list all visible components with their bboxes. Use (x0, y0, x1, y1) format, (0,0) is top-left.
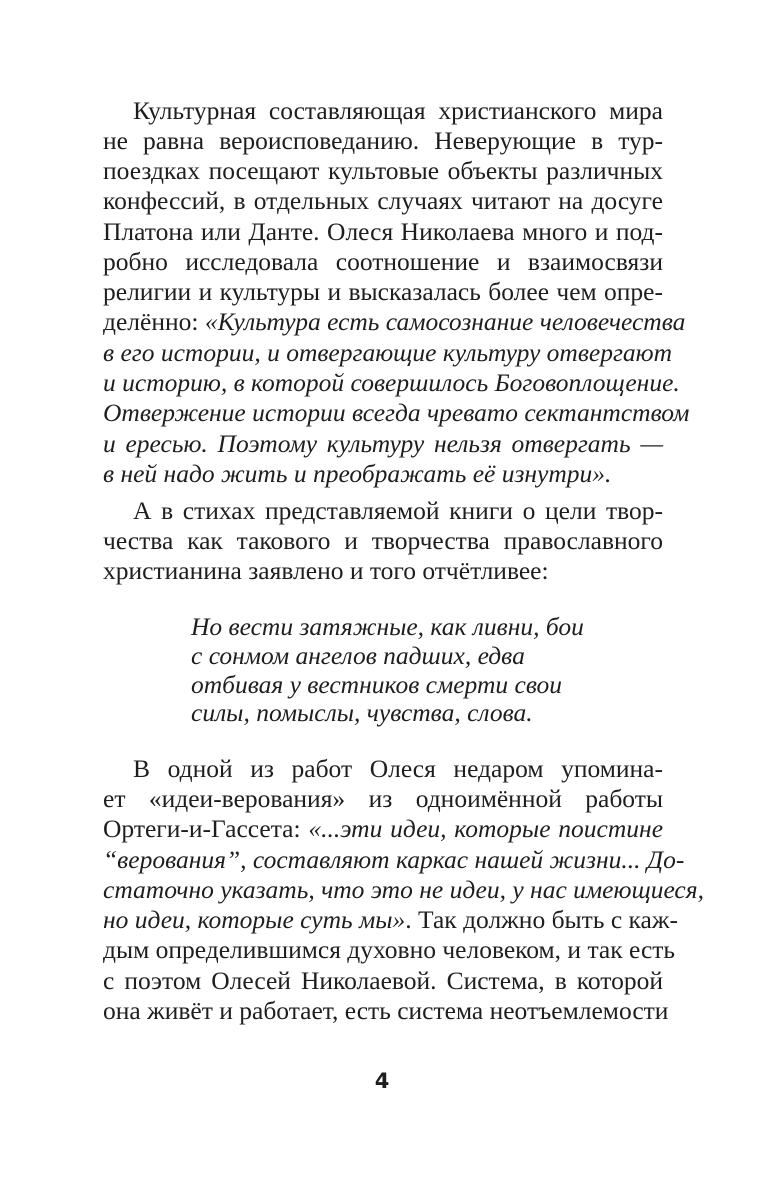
text-line (103, 905, 678, 935)
verse-line: силы, помыслы, чувства, слова. (191, 698, 533, 727)
quote-line: Отвержение истории всегда чревато сектантством (103, 398, 690, 427)
quote-text: «Культура есть самосознание человечества (204, 307, 686, 336)
quote-line: и ересью. Поэтому культуру нельзя отвергать — (103, 429, 663, 458)
verse-line: отбивая у вестников смерти свои (191, 670, 563, 699)
text-line: ет «идеи-верования» из одноимённой работы (103, 784, 663, 813)
quote-line: “верования”, составляют каркас нашей жизни... До- (103, 845, 685, 874)
quote-line: в ней надо жить и преображать её изнутри». (103, 459, 612, 488)
text-line: Платона или Данте. Олеся Николаева много и под- (103, 217, 663, 246)
verse-line: с сонмом ангелов падших, едва (191, 641, 525, 670)
text-line: конфессий, в отдельных случаях читают на досуге (103, 186, 663, 215)
quote-line: статочно указать, что это не идеи, у нас имеющиеся, (103, 875, 704, 904)
text-line: робно исследовала соотношение и взаимосвязи (103, 247, 663, 276)
text-line: христианина заявлено и того отчётливее: (103, 556, 549, 585)
quote-text: «...эти идеи, которые поистине (308, 814, 664, 843)
text-line: А в стихах представляемой книги о цели твор- (133, 496, 663, 525)
verse-line: Но вести затяжные, как ливни, бои (191, 612, 584, 641)
text-line: В одной из работ Олеся недаром упомина- (133, 754, 663, 783)
plain-text: Ортеги-и-Гассета: (103, 814, 301, 843)
text-line: религии и культуры и высказалась более чем опре- (103, 277, 663, 306)
quote-line: и историю, в которой совершилось Боговоплощение. (103, 368, 680, 397)
plain-text: . Так должно быть с каж- (405, 905, 678, 934)
text-line (103, 307, 686, 337)
text-line: дым определившимся духовно человеком, и так есть (103, 935, 676, 964)
text-line: с поэтом Олесей Николаевой. Система, в которой (103, 966, 663, 995)
text-line: поездках посещают культовые объекты различных (103, 156, 663, 185)
text-line: не равна вероисповеданию. Неверующие в тур- (103, 126, 663, 155)
page-number: 4 (374, 1069, 390, 1093)
plain-text: делённо: (103, 307, 199, 336)
text-line: чества как такового и творчества православного (103, 526, 663, 555)
quote-text: но идеи, которые суть мы» (103, 905, 406, 934)
text-line: она живёт и работает, есть система неотъемлемости (103, 996, 669, 1025)
text-line (103, 814, 663, 844)
quote-line: в его истории, и отвергающие культуру отвергают (103, 338, 673, 367)
text-line: Культурная составляющая христианского мира (133, 96, 663, 125)
